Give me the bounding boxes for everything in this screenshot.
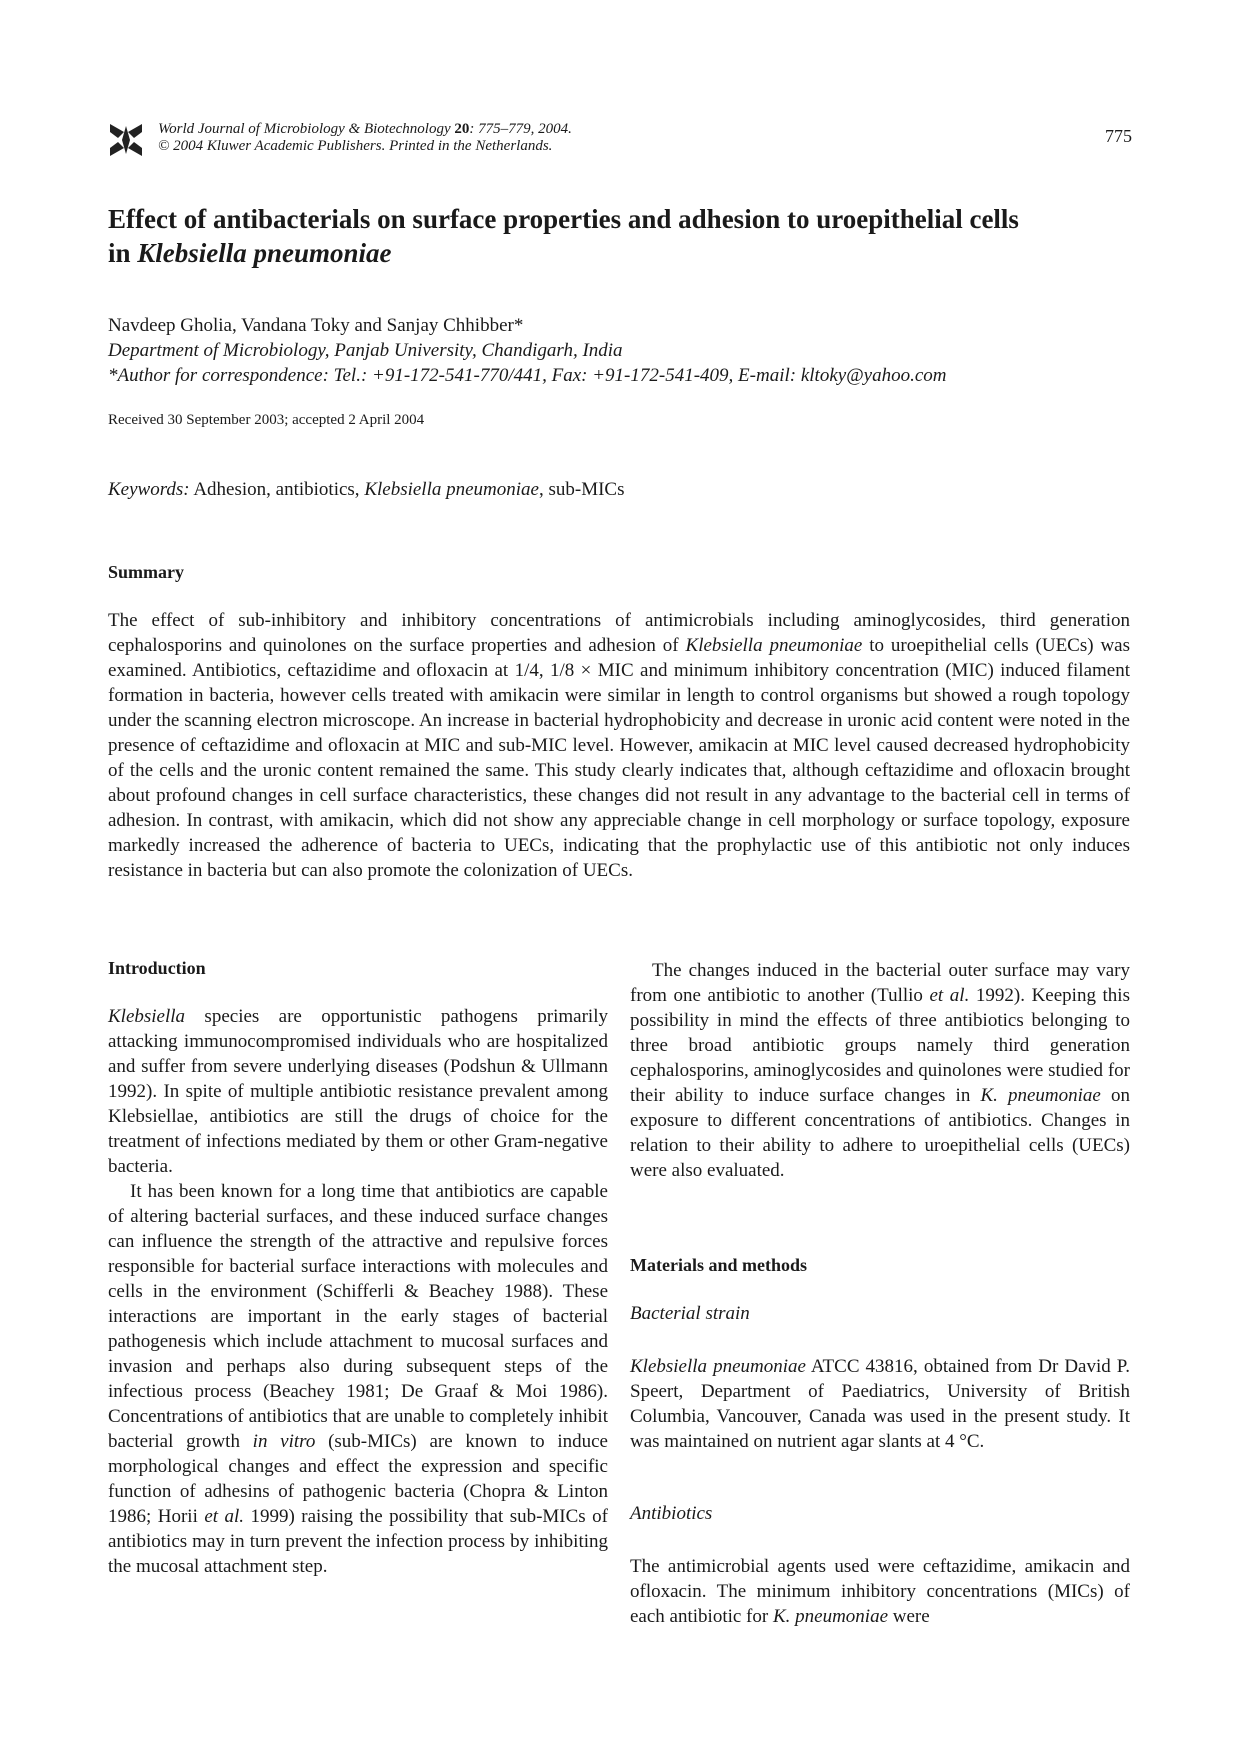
- received-date: Received 30 September 2003; accepted 2 April 2004: [108, 412, 425, 428]
- correspondence: *Author for correspondence: Tel.: +91-172-541-770/441, Fax: +91-172-541-409, E-mail: kltoky@yahoo.com: [108, 365, 947, 386]
- journal-pages: : 775–779, 2004.: [469, 121, 572, 137]
- intro-species: Klebsiella: [108, 1006, 186, 1027]
- intro-p2-text-c: 1999) raising the possibility that sub-MICs of antibiotics may in turn prevent the infection process by inhibiting the mucosal attachment step.: [108, 1506, 608, 1577]
- antibiotics-heading: Antibiotics: [630, 1503, 713, 1524]
- intro-p3-text-b: 1992). Keeping this possibility in mind the effects of three antibiotics belonging to three broad antibiotic groups namely third generation cephalosporins, aminoglycosides and quinolones were studied for their ability to induce surface changes in: [630, 985, 1130, 1106]
- antibiotics-species: K. pneumoniae: [772, 1606, 889, 1627]
- keywords-text-end: , sub-MICs: [538, 479, 625, 500]
- title-species: Klebsiella pneumoniae: [137, 238, 392, 268]
- intro-p3-text-c: on exposure to different concentrations of antibiotics. Changes in relation to their ability to adhere to uroepithelial cells (UECs) were also evaluated.: [630, 1085, 1130, 1181]
- keywords-species: Klebsiella pneumoniae: [364, 479, 539, 500]
- intro-p2-text-b: (sub-MICs) are known to induce morphological changes and effect the expression and specific function of adhesins of pathogenic bacteria (Chopra & Linton 1986; Horii: [108, 1431, 608, 1527]
- introduction-heading: Introduction: [108, 958, 206, 978]
- keywords: [108, 478, 625, 502]
- summary-text-2: to uroepithelial cells (UECs) was examined. Antibiotics, ceftazidime and ofloxacin at 1/4, 1/8 × MIC and minimum inhibitory concentration (MIC) induced filament formation in bacteria, however cells treated with amikacin were similar in length to control organisms but showed a rough topology under the scanning electron microscope. An increase in bacterial hydrophobicity and decrease in uronic acid content were noted in the presence of ceftazidime and ofloxacin at MIC and sub-MIC level. However, amikacin at MIC level caused decreased hydrophobicity of the cells and the uronic content remained the same. This study clearly indicates that, although ceftazidime and ofloxacin brought about profound changes in cell surface characteristics, these changes did not result in any advantage to the bacterial cell in terms of adhesion. In contrast, with amikacin, which did not show any appreciable change in cell morphology or surface topology, exposure markedly increased the adherence of bacteria to UECs, indicating that the prophylactic use of this antibiotic not only induces resistance in bacteria but can also promote the colonization of UECs.: [108, 635, 1131, 881]
- strain-species: Klebsiella pneumoniae: [630, 1356, 806, 1377]
- methods-heading: Materials and methods: [630, 1255, 807, 1275]
- intro-et-al: et al.: [204, 1506, 245, 1527]
- intro-p2-text-a: It has been known for a long time that antibiotics are capable of altering bacterial surfaces, and these induced surface changes can influence the strength of the attractive and repulsive forces responsible for bacterial surface interactions with molecules and cells in the environment (Schifferli & Beachey 1988). These interactions are important in the early stages of bacterial pathogenesis which include attachment to mucosal surfaces and invasion and perhaps also during subsequent steps of the infectious process (Beachey 1981; De Graaf & Moi 1986). Concentrations of antibiotics that are unable to completely inhibit bacterial growth: [108, 1181, 608, 1452]
- journal-volume: 20: [454, 121, 470, 137]
- keywords-label: Keywords:: [108, 479, 190, 500]
- intro-paragraph-3: [630, 958, 1130, 1183]
- strain-paragraph: [630, 1354, 1130, 1454]
- strain-text: ATCC 43816, obtained from Dr David P. Speert, Department of Paediatrics, University of British Columbia, Vancouver, Canada was used in the present study. It was maintained on nutrient agar slants at 4 °C.: [630, 1356, 1130, 1452]
- antibiotics-text-b: were: [888, 1606, 930, 1627]
- bacterial-strain-heading: Bacterial strain: [630, 1303, 750, 1324]
- summary-text-1: The effect of sub-inhibitory and inhibitory concentrations of antimicrobials including aminoglycosides, third generation cephalosporins and quinolones on the surface properties and adhesion of: [108, 610, 1130, 656]
- intro-paragraph-1: [108, 1004, 608, 1179]
- intro-p3-text-a: The changes induced in the bacterial outer surface may vary from one antibiotic to another (Tullio: [630, 960, 1130, 1006]
- journal-citation: [158, 121, 572, 155]
- journal-name: World Journal of Microbiology & Biotechnology: [158, 121, 451, 137]
- intro-p1-text: species are opportunistic pathogens primarily attacking immunocompromised individuals who are hospitalized and suffer from severe underlying diseases (Podshun & Ullmann 1992). In spite of multiple antibiotic resistance prevalent among Klebsiellae, antibiotics are still the drugs of choice for the treatment of infections mediated by them or other Gram-negative bacteria.: [108, 1006, 608, 1177]
- antibiotics-paragraph: [630, 1554, 1130, 1629]
- paper-title: [108, 202, 1138, 270]
- introduction-continued: [630, 958, 1130, 1183]
- bacterial-strain-body: [630, 1354, 1130, 1454]
- introduction-body: [108, 1004, 608, 1579]
- intro-p3-et-al: et al.: [929, 985, 970, 1006]
- keywords-text: Adhesion, antibiotics,: [189, 479, 365, 500]
- publisher-line: © 2004 Kluwer Academic Publishers. Printed in the Netherlands.: [158, 138, 553, 154]
- title-line-2-prefix: in: [108, 238, 138, 268]
- intro-in-vitro: in vitro: [252, 1431, 316, 1452]
- author-list: Navdeep Gholia, Vandana Toky and Sanjay Chhibber*: [108, 315, 524, 336]
- intro-p3-species: K. pneumoniae: [980, 1085, 1101, 1106]
- publisher-logo-icon: [108, 120, 144, 160]
- antibiotics-body: [630, 1554, 1130, 1629]
- summary-species: Klebsiella pneumoniae: [685, 635, 863, 656]
- affiliation: Department of Microbiology, Panjab University, Chandigarh, India: [108, 340, 623, 361]
- antibiotics-text-a: The antimicrobial agents used were ceftazidime, amikacin and ofloxacin. The minimum inhibitory concentrations (MICs) of each antibiotic for: [630, 1556, 1130, 1627]
- page-number: 775: [1105, 126, 1132, 146]
- title-line-1: Effect of antibacterials on surface properties and adhesion to uroepithelial cells: [108, 204, 1019, 234]
- summary-body: [108, 608, 1130, 883]
- intro-paragraph-2: [108, 1179, 608, 1579]
- summary-heading: Summary: [108, 562, 184, 582]
